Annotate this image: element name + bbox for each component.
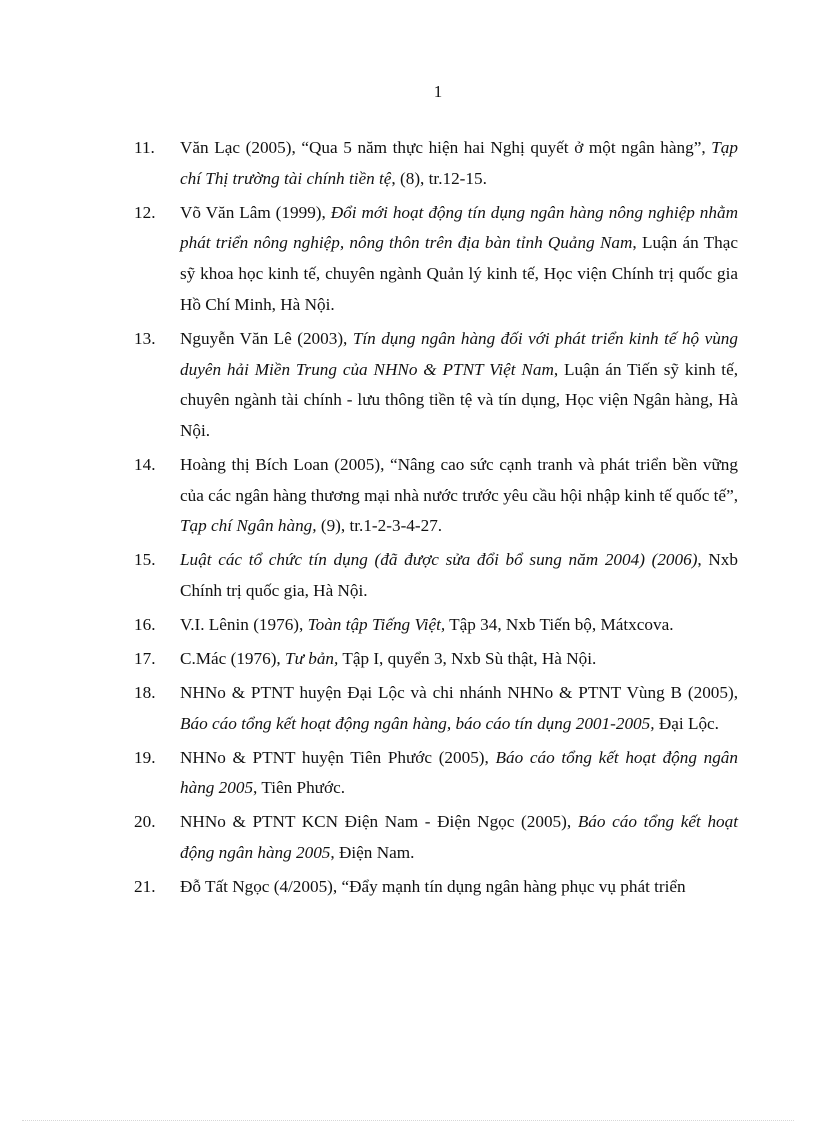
reference-text-part: , (8), tr.12-15. <box>391 168 487 188</box>
reference-entry <box>134 743 738 804</box>
reference-entry <box>134 133 738 194</box>
reference-entry <box>134 198 738 321</box>
reference-number: 12. <box>134 202 156 222</box>
reference-title: Luật các tổ chức tín dụng (đã được sửa đổi bổ sung năm 2004) (2006) <box>180 550 698 570</box>
reference-text-part: Nguyễn Văn Lê (2003), <box>180 328 353 348</box>
reference-text-part: Văn Lạc (2005), “Qua 5 năm thực hiện hai Nghị quyết ở một ngân hàng”, <box>180 138 712 157</box>
page-number: 1 <box>433 82 443 101</box>
reference-title: Tạp chí Ngân hàng, <box>180 516 317 536</box>
reference-number: 11. <box>134 138 155 157</box>
reference-text <box>180 807 738 868</box>
reference-entry <box>134 678 738 739</box>
reference-text <box>180 545 738 606</box>
reference-text-part: (9), tr.1-2-3-4-27. <box>316 516 443 536</box>
reference-title: Báo cáo tổng kết hoạt động ngân hàng, báo cáo tín dụng 2001-2005, <box>180 713 655 733</box>
reference-text-part: , Điện Nam. <box>330 843 415 863</box>
reference-title: Toàn tập Tiếng Việt, <box>307 615 446 635</box>
page-bottom-edge <box>22 1120 794 1121</box>
reference-text-part: , Luận án Tiến sỹ kinh tế, chuyên ngành tài chính - lưu thông tiền tệ và tín dụng, Học viện Ngân hàng, Hà Nội. <box>180 359 738 440</box>
reference-text <box>180 644 738 675</box>
reference-entry <box>134 872 738 903</box>
reference-text <box>180 198 738 321</box>
reference-entry <box>134 324 738 447</box>
reference-number: 19. <box>134 747 156 767</box>
reference-title: Báo cáo tổng kết hoạt động ngân hàng 2005 <box>180 747 738 798</box>
reference-text <box>180 872 738 903</box>
reference-text-part: Đại Lộc. <box>654 713 719 733</box>
reference-text <box>180 450 738 542</box>
reference-text-part: , Tiên Phước. <box>253 778 346 798</box>
reference-text-part: V.I. Lênin (1976), <box>180 615 308 635</box>
reference-text-part: NHNo & PTNT huyện Đại Lộc và chi nhánh NHNo & PTNT Vùng B (2005), <box>180 683 738 703</box>
reference-text-part: Võ Văn Lâm (1999), <box>180 202 331 222</box>
reference-entry <box>134 807 738 868</box>
reference-number: 21. <box>134 877 156 897</box>
reference-text-part: NHNo & PTNT huyện Tiên Phước (2005), <box>180 747 496 767</box>
reference-text <box>180 610 738 641</box>
reference-number: 16. <box>134 615 156 635</box>
reference-entry <box>134 450 738 542</box>
reference-entry <box>134 610 738 641</box>
reference-text-part: Hoàng thị Bích Loan (2005), “Nâng cao sức cạnh tranh và phát triển bền vững của các ngân hàng thương mại nhà nước trước yêu cầu hội nhập kinh tế quốc tế”, <box>180 454 738 505</box>
reference-text <box>180 743 738 804</box>
reference-text <box>180 678 738 739</box>
reference-title: Tín dụng ngân hàng đối với phát triển kinh tế hộ vùng duyên hải Miền Trung của NHNo & PTNT Việt Nam <box>180 328 738 379</box>
reference-list <box>134 133 738 906</box>
reference-text-part: , Luận án Thạc sỹ khoa học kinh tế, chuyên ngành Quản lý kinh tế, Học viện Chính trị quốc gia Hồ Chí Minh, Hà Nội. <box>180 233 739 314</box>
reference-text-part: , Nxb Chính trị quốc gia, Hà Nội. <box>180 550 738 601</box>
reference-title: Tạp chí Thị trường tài chính tiền tệ <box>180 138 738 188</box>
reference-number: 20. <box>134 812 156 832</box>
reference-text <box>180 324 738 447</box>
reference-title: Đổi mới hoạt động tín dụng ngân hàng nông nghiệp nhằm phát triển nông nghiệp, nông thôn trên địa bàn tỉnh Quảng Nam <box>180 202 738 253</box>
reference-title: Tư bản, <box>285 649 339 669</box>
reference-entry <box>134 545 738 606</box>
reference-number: 15. <box>134 550 156 570</box>
reference-text-part: Đỗ Tất Ngọc (4/2005), “Đẩy mạnh tín dụng ngân hàng phục vụ phát triển <box>180 877 686 897</box>
reference-text-part: Tập I, quyển 3, Nxb Sù thật, Hà Nội. <box>338 649 597 669</box>
reference-number: 14. <box>134 454 156 474</box>
reference-title: Báo cáo tổng kết hoạt động ngân hàng 2005 <box>180 812 739 863</box>
reference-text <box>180 133 738 194</box>
reference-number: 13. <box>134 328 156 348</box>
reference-text-part: C.Mác (1976), <box>180 649 286 669</box>
reference-entry <box>134 644 738 675</box>
reference-text-part: Tập 34, Nxb Tiến bộ, Mátxcova. <box>445 615 674 635</box>
reference-number: 17. <box>134 649 156 669</box>
reference-number: 18. <box>134 683 156 703</box>
reference-text-part: NHNo & PTNT KCN Điện Nam - Điện Ngọc (2005), <box>180 812 578 832</box>
